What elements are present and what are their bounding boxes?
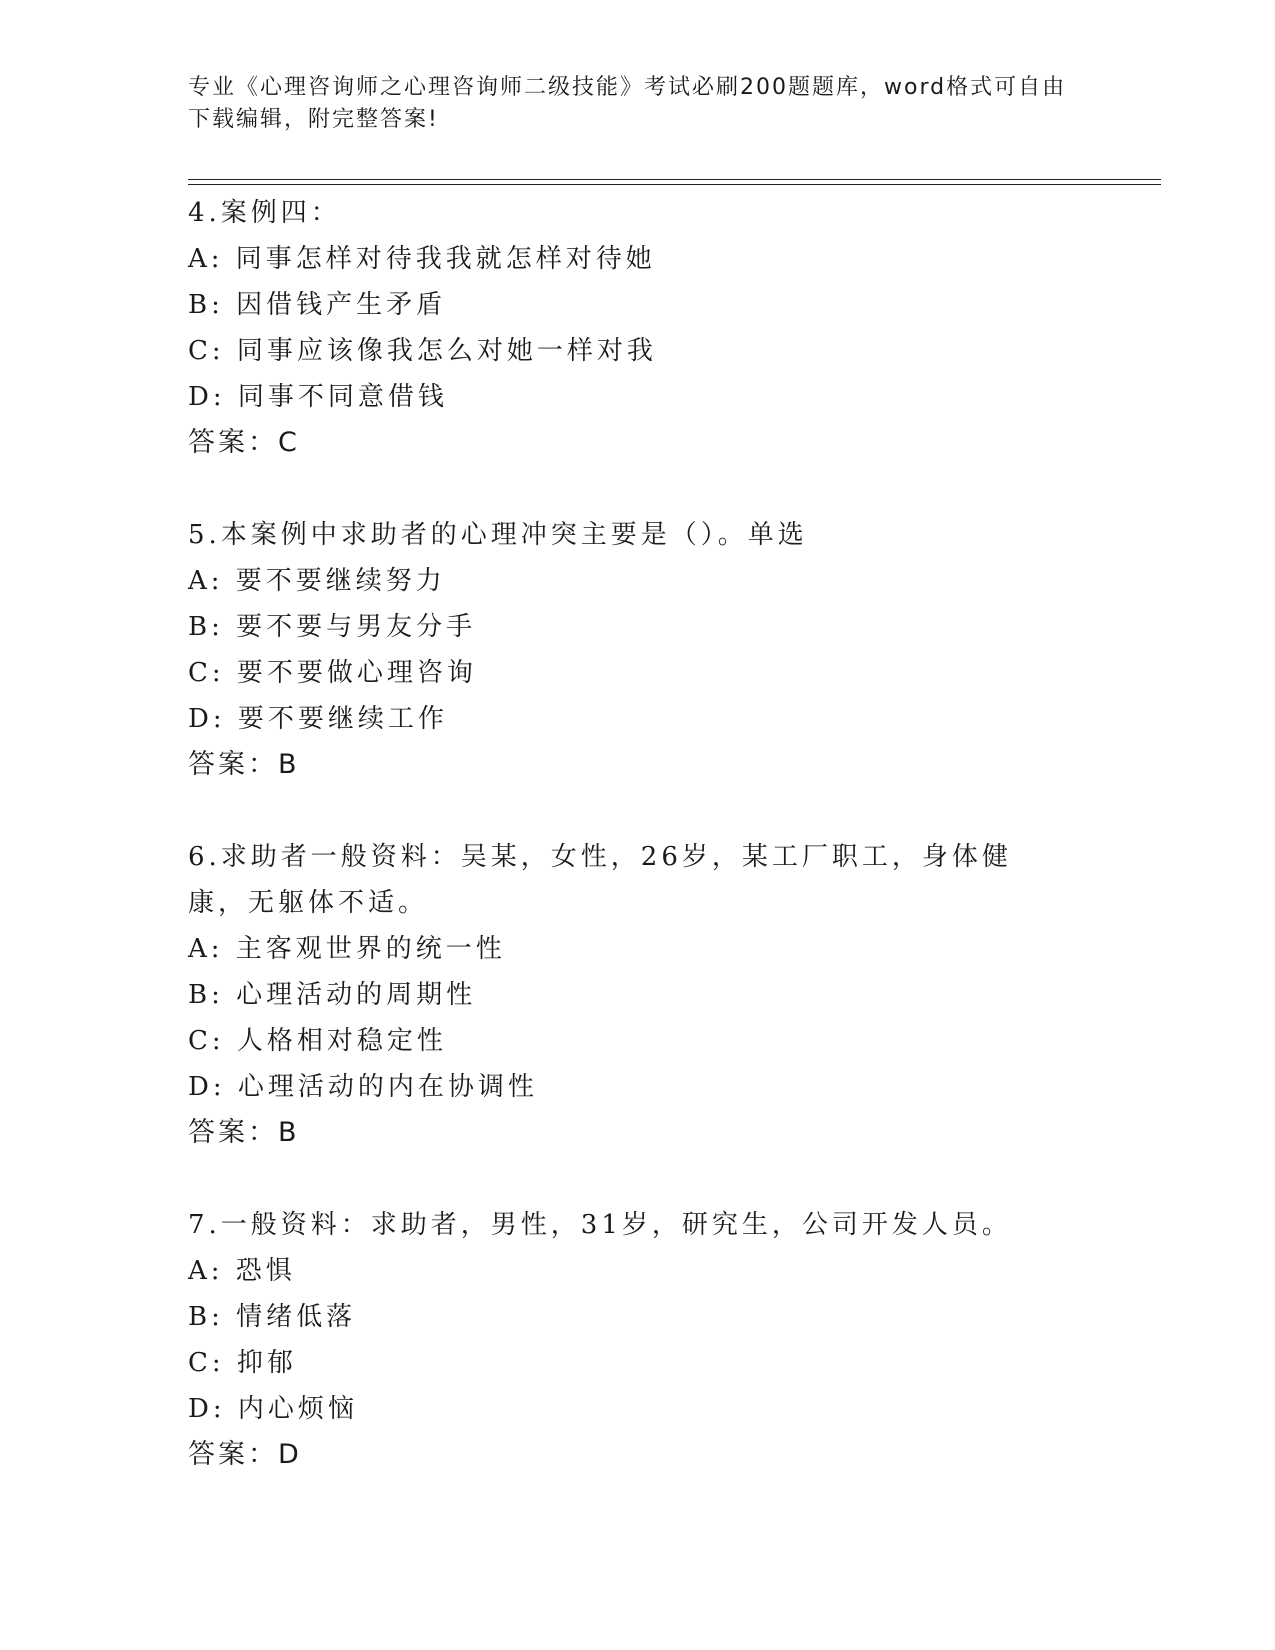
question-7	[188, 1202, 1088, 1478]
option-b: B: 因借钱产生矛盾	[188, 290, 447, 320]
header-rule-bottom	[188, 184, 1161, 185]
option-a: A: 要不要继续努力	[188, 566, 446, 596]
option-b: B: 要不要与男友分手	[188, 612, 477, 642]
document-intro: 专业《心理咨询师之心理咨询师二级技能》考试必刷200题题库，word格式可自由下载编辑，附完整答案!	[188, 75, 1067, 132]
option-d: D: 心理活动的内在协调性	[188, 1072, 538, 1102]
option-b: B: 情绪低落	[188, 1302, 357, 1332]
option-c: C: 抑郁	[188, 1348, 297, 1378]
option-d: D: 要不要继续工作	[188, 704, 448, 734]
option-a: A: 同事怎样对待我我就怎样对待她	[188, 244, 656, 274]
option-d: D: 内心烦恼	[188, 1394, 358, 1424]
question-6	[188, 834, 1088, 1156]
option-c: C: 要不要做心理咨询	[188, 658, 477, 688]
option-c: C: 同事应该像我怎么对她一样对我	[188, 336, 657, 366]
option-a: A: 恐惧	[188, 1256, 296, 1286]
option-a: A: 主客观世界的统一性	[188, 934, 506, 964]
question-5	[188, 512, 1088, 788]
question-stem: 6.求助者一般资料：吴某，女性，26岁，某工厂职工，身体健康，无躯体不适。	[188, 842, 1012, 918]
header-rule-top	[188, 179, 1161, 180]
answer-line: 答案：B	[188, 749, 300, 780]
question-stem: 7.一般资料：求助者，男性，31岁，研究生，公司开发人员。	[188, 1210, 1012, 1240]
answer-line: 答案：B	[188, 1117, 300, 1148]
option-c: C: 人格相对稳定性	[188, 1026, 447, 1056]
option-b: B: 心理活动的周期性	[188, 980, 477, 1010]
question-stem: 4.案例四：	[188, 198, 341, 228]
answer-line: 答案：C	[188, 427, 300, 458]
question-stem: 5.本案例中求助者的心理冲突主要是（）。单选	[188, 520, 808, 550]
option-d: D: 同事不同意借钱	[188, 382, 448, 412]
answer-line: 答案：D	[188, 1439, 302, 1470]
question-list	[188, 190, 1088, 1478]
question-4	[188, 190, 1088, 466]
